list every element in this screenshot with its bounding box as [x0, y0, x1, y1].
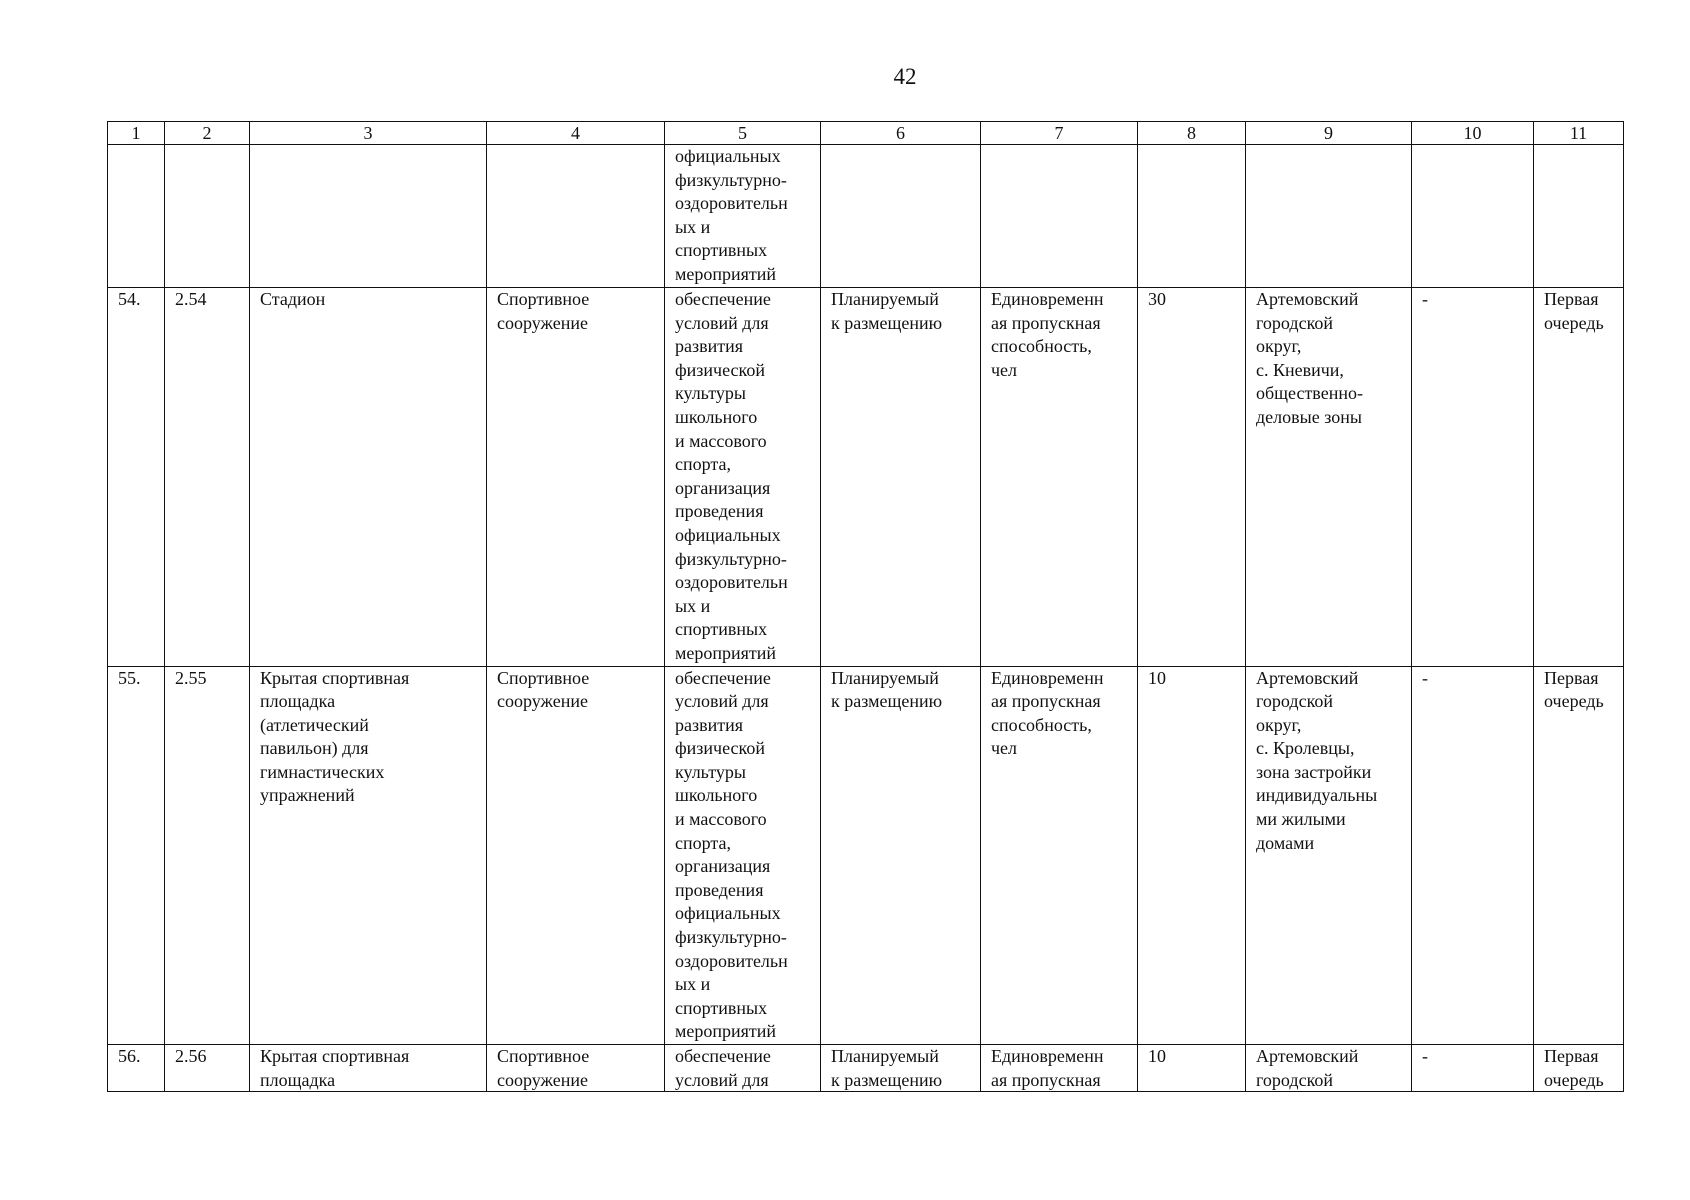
text-line: условий для [675, 1069, 769, 1090]
text-line: физической [675, 359, 765, 380]
text-line: ая пропускная [991, 312, 1101, 333]
text-line: Артемовский [1256, 289, 1359, 309]
text-line: Планируемый [831, 289, 939, 309]
text-line: проведения [675, 501, 764, 522]
text-line: ых и [675, 216, 711, 237]
cell-characteristic [981, 1045, 1138, 1092]
cell-code: 2.56 [165, 1045, 250, 1092]
cell-characteristic [981, 666, 1138, 1045]
cell-location [1246, 1045, 1412, 1092]
cell-purpose [665, 1045, 821, 1092]
cell-name [250, 666, 487, 1045]
text-line: округ, [1256, 336, 1302, 357]
text-line: сооружение [497, 1069, 588, 1090]
text-line: ых и [675, 974, 711, 995]
text-line: павильон) для [260, 738, 369, 759]
cell-row-number: 54. [108, 288, 165, 667]
table-row [108, 288, 1624, 667]
text-line: способность, [991, 336, 1092, 357]
cell-type [487, 1045, 665, 1092]
text-line: спорта, [675, 454, 731, 475]
cell-stage [1534, 1045, 1624, 1092]
text-line: спортивных [675, 619, 768, 640]
text-line: к размещению [831, 691, 943, 712]
text-line: ми жилыми [1256, 809, 1346, 830]
cell-empty [487, 145, 665, 288]
text-line: очередь [1544, 691, 1604, 712]
cell-location [1246, 666, 1412, 1045]
column-number-8: 8 [1138, 122, 1246, 145]
text-line: Спортивное [497, 667, 590, 688]
text-line: школьного [675, 406, 758, 427]
text-line: условий для [675, 691, 769, 712]
text-line: проведения [675, 879, 764, 900]
text-line: очередь [1544, 1069, 1604, 1090]
text-line: и массового [675, 430, 767, 451]
text-line: школьного [675, 785, 758, 806]
text-line: домами [1256, 832, 1315, 853]
cell-status [821, 1045, 981, 1092]
text-line: Спортивное [497, 1046, 590, 1066]
text-line: обеспечение [675, 289, 771, 309]
page-number: 42 [893, 64, 917, 89]
text-line: оздоровительн [675, 193, 788, 214]
column-number-5: 5 [665, 122, 821, 145]
cell-type [487, 666, 665, 1045]
text-line: чел [991, 359, 1018, 380]
text-line: Артемовский [1256, 667, 1359, 688]
column-number-9: 9 [1246, 122, 1412, 145]
text-line: мероприятий [675, 263, 777, 284]
text-line: к размещению [831, 1069, 943, 1090]
text-line: физкультурно- [675, 548, 787, 569]
cell-stage [1534, 666, 1624, 1045]
cell-purpose [665, 288, 821, 667]
text-line: официальных [675, 146, 781, 166]
cell-location [1246, 288, 1412, 667]
text-line: Спортивное [497, 289, 590, 309]
text-line: культуры [675, 383, 746, 404]
table-row [108, 666, 1624, 1045]
cell-stage [1534, 288, 1624, 667]
cell-code: 2.54 [165, 288, 250, 667]
cell-type [487, 288, 665, 667]
text-line: сооружение [497, 312, 588, 333]
text-line: спортивных [675, 240, 768, 261]
text-line: Планируемый [831, 667, 939, 688]
text-line: Артемовский [1256, 1046, 1359, 1066]
cell-zone: - [1412, 288, 1534, 667]
text-line: Единовременн [991, 289, 1104, 309]
column-number-1: 1 [108, 122, 165, 145]
cell-name [250, 1045, 487, 1092]
text-line: гимнастических [260, 761, 385, 782]
text-line: сооружение [497, 691, 588, 712]
text-line: мероприятий [675, 642, 777, 663]
cell-code: 2.55 [165, 666, 250, 1045]
text-line: организация [675, 477, 771, 498]
text-line: Единовременн [991, 667, 1104, 688]
text-line: официальных [675, 903, 781, 924]
text-line: (атлетический [260, 714, 369, 735]
cell-row-number: 55. [108, 666, 165, 1045]
text-line: площадка [260, 1069, 336, 1090]
text-line: Первая [1544, 667, 1599, 688]
text-line: обеспечение [675, 667, 771, 688]
cell-empty [250, 145, 487, 288]
text-line: Крытая спортивная [260, 1046, 410, 1066]
text-line: физической [675, 738, 765, 759]
text-line: ая пропускная [991, 1069, 1101, 1090]
cell-empty [981, 145, 1138, 288]
text-line: мероприятий [675, 1021, 777, 1042]
text-line: площадка [260, 691, 336, 712]
text-line: городской [1256, 691, 1334, 712]
cell-zone: - [1412, 1045, 1534, 1092]
cell-characteristic [981, 288, 1138, 667]
text-line: развития [675, 714, 744, 735]
text-line: Первая [1544, 1046, 1599, 1066]
text-line: округ, [1256, 714, 1302, 735]
text-line: оздоровительн [675, 950, 788, 971]
cell-empty [108, 145, 165, 288]
planning-table [107, 121, 1624, 1092]
continuation-row [108, 145, 1624, 288]
cell-zone: - [1412, 666, 1534, 1045]
text-line: с. Кневичи, [1256, 359, 1344, 380]
text-line: обеспечение [675, 1046, 771, 1066]
cell-empty [1534, 145, 1624, 288]
text-line: официальных [675, 524, 781, 545]
cell-empty [1246, 145, 1412, 288]
text-line: Единовременн [991, 1046, 1104, 1066]
column-number-10: 10 [1412, 122, 1534, 145]
text-line: Стадион [260, 289, 326, 309]
text-line: упражнений [260, 785, 355, 806]
text-line: к размещению [831, 312, 943, 333]
cell-empty [165, 145, 250, 288]
text-line: физкультурно- [675, 169, 787, 190]
text-line: Первая [1544, 289, 1599, 309]
text-line: зона застройки [1256, 761, 1372, 782]
text-line: индивидуальны [1256, 785, 1378, 806]
cell-name [250, 288, 487, 667]
header-row [108, 122, 1624, 145]
text-line: спортивных [675, 997, 768, 1018]
cell-empty [1412, 145, 1534, 288]
cell-value: 10 [1138, 1045, 1246, 1092]
text-line: физкультурно- [675, 927, 787, 948]
column-number-6: 6 [821, 122, 981, 145]
text-line: ая пропускная [991, 691, 1101, 712]
text-line: Планируемый [831, 1046, 939, 1066]
cell-purpose-continuation [665, 145, 821, 288]
column-number-4: 4 [487, 122, 665, 145]
text-line: с. Кролевцы, [1256, 738, 1355, 759]
text-line: ых и [675, 595, 711, 616]
text-line: оздоровительн [675, 572, 788, 593]
cell-empty [821, 145, 981, 288]
column-number-3: 3 [250, 122, 487, 145]
text-line: и массового [675, 809, 767, 830]
cell-value: 30 [1138, 288, 1246, 667]
column-number-2: 2 [165, 122, 250, 145]
text-line: условий для [675, 312, 769, 333]
column-number-11: 11 [1534, 122, 1624, 145]
text-line: организация [675, 856, 771, 877]
text-line: способность, [991, 714, 1092, 735]
cell-row-number: 56. [108, 1045, 165, 1092]
text-line: городской [1256, 1069, 1334, 1090]
text-line: городской [1256, 312, 1334, 333]
text-line: Крытая спортивная [260, 667, 410, 688]
text-line: деловые зоны [1256, 406, 1362, 427]
table-row [108, 1045, 1624, 1092]
cell-status [821, 288, 981, 667]
cell-purpose [665, 666, 821, 1045]
column-number-7: 7 [981, 122, 1138, 145]
text-line: чел [991, 738, 1018, 759]
cell-status [821, 666, 981, 1045]
text-line: культуры [675, 761, 746, 782]
cell-value: 10 [1138, 666, 1246, 1045]
text-line: очередь [1544, 312, 1604, 333]
text-line: общественно- [1256, 383, 1363, 404]
text-line: спорта, [675, 832, 731, 853]
cell-empty [1138, 145, 1246, 288]
text-line: развития [675, 336, 744, 357]
